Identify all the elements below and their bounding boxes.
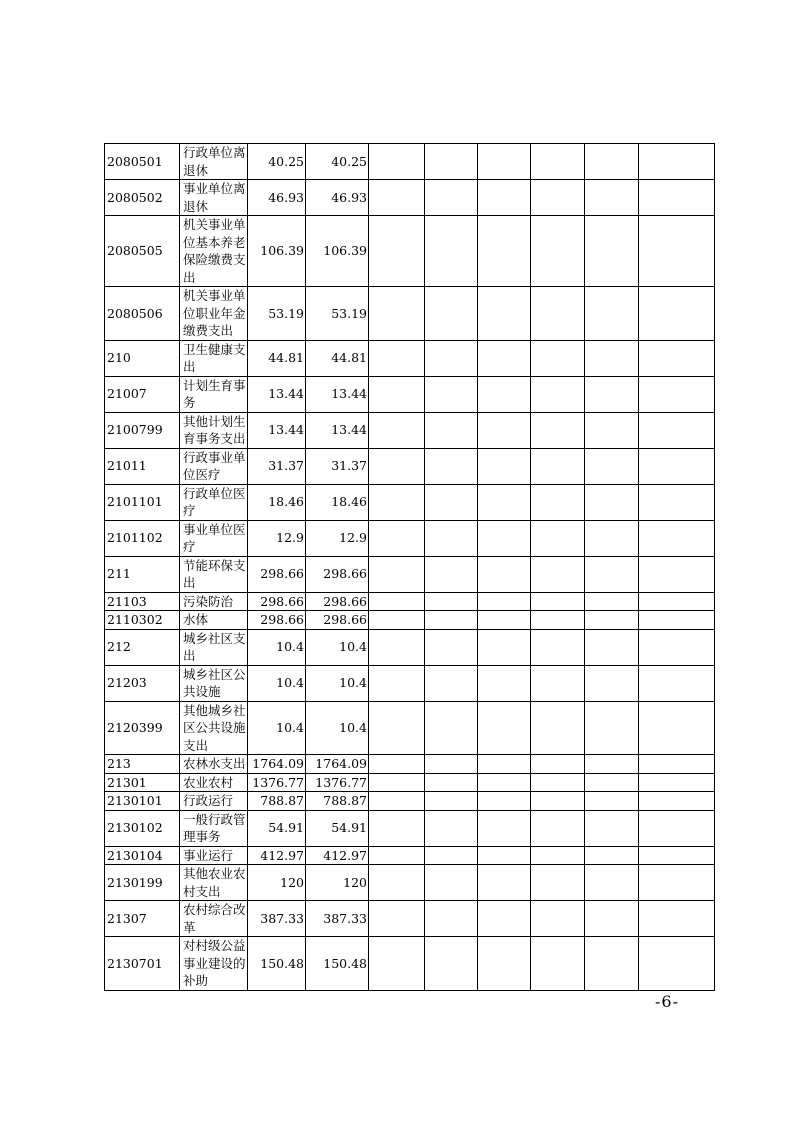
empty-cell	[478, 340, 531, 376]
name-cell: 事业单位医疗	[180, 520, 248, 556]
amount-cell: 10.4	[248, 665, 306, 701]
empty-cell	[531, 792, 585, 811]
code-cell: 210	[105, 340, 180, 376]
table-row	[105, 773, 715, 792]
empty-cell	[585, 340, 639, 376]
total-cell: 46.93	[306, 180, 369, 216]
table-row	[105, 287, 715, 341]
empty-cell	[585, 865, 639, 901]
empty-cell	[585, 180, 639, 216]
empty-cell	[639, 701, 715, 755]
name-cell: 行政事业单位医疗	[180, 448, 248, 484]
total-cell: 44.81	[306, 340, 369, 376]
empty-cell	[425, 792, 478, 811]
empty-cell	[478, 376, 531, 412]
empty-cell	[585, 412, 639, 448]
amount-cell: 10.4	[248, 701, 306, 755]
name-cell: 机关事业单位职业年金缴费支出	[180, 287, 248, 341]
empty-cell	[639, 144, 715, 180]
empty-cell	[585, 592, 639, 611]
empty-cell	[478, 792, 531, 811]
name-cell: 农业农村	[180, 773, 248, 792]
code-cell: 21301	[105, 773, 180, 792]
empty-cell	[425, 810, 478, 846]
empty-cell	[425, 556, 478, 592]
empty-cell	[369, 611, 425, 630]
empty-cell	[585, 773, 639, 792]
name-cell: 行政单位医疗	[180, 484, 248, 520]
code-cell: 212	[105, 629, 180, 665]
empty-cell	[425, 629, 478, 665]
empty-cell	[639, 592, 715, 611]
table-row	[105, 376, 715, 412]
empty-cell	[369, 340, 425, 376]
amount-cell: 412.97	[248, 846, 306, 865]
amount-cell: 120	[248, 865, 306, 901]
table-row	[105, 592, 715, 611]
table-row	[105, 755, 715, 774]
empty-cell	[369, 901, 425, 937]
empty-cell	[639, 287, 715, 341]
empty-cell	[639, 376, 715, 412]
empty-cell	[369, 448, 425, 484]
total-cell: 10.4	[306, 701, 369, 755]
total-cell: 31.37	[306, 448, 369, 484]
empty-cell	[531, 810, 585, 846]
empty-cell	[585, 665, 639, 701]
page-number: -6-	[655, 992, 679, 1011]
empty-cell	[369, 701, 425, 755]
total-cell: 298.66	[306, 611, 369, 630]
code-cell: 2080505	[105, 216, 180, 287]
empty-cell	[369, 556, 425, 592]
empty-cell	[531, 287, 585, 341]
empty-cell	[639, 810, 715, 846]
code-cell: 2100799	[105, 412, 180, 448]
empty-cell	[531, 665, 585, 701]
empty-cell	[478, 773, 531, 792]
empty-cell	[425, 144, 478, 180]
empty-cell	[585, 846, 639, 865]
empty-cell	[478, 180, 531, 216]
table-row	[105, 484, 715, 520]
code-cell: 2130701	[105, 937, 180, 991]
empty-cell	[585, 611, 639, 630]
empty-cell	[639, 629, 715, 665]
empty-cell	[478, 287, 531, 341]
empty-cell	[585, 701, 639, 755]
empty-cell	[478, 665, 531, 701]
empty-cell	[531, 484, 585, 520]
empty-cell	[369, 484, 425, 520]
name-cell: 水体	[180, 611, 248, 630]
total-cell: 18.46	[306, 484, 369, 520]
empty-cell	[369, 592, 425, 611]
empty-cell	[425, 755, 478, 774]
empty-cell	[478, 448, 531, 484]
code-cell: 2110302	[105, 611, 180, 630]
name-cell: 节能环保支出	[180, 556, 248, 592]
name-cell: 卫生健康支出	[180, 340, 248, 376]
total-cell: 10.4	[306, 629, 369, 665]
empty-cell	[425, 216, 478, 287]
empty-cell	[478, 901, 531, 937]
code-cell: 2080501	[105, 144, 180, 180]
empty-cell	[585, 520, 639, 556]
empty-cell	[478, 846, 531, 865]
code-cell: 213	[105, 755, 180, 774]
empty-cell	[585, 556, 639, 592]
empty-cell	[478, 216, 531, 287]
code-cell: 2130104	[105, 846, 180, 865]
empty-cell	[425, 448, 478, 484]
code-cell: 2130101	[105, 792, 180, 811]
empty-cell	[369, 846, 425, 865]
empty-cell	[639, 792, 715, 811]
empty-cell	[639, 180, 715, 216]
name-cell: 对村级公益事业建设的补助	[180, 937, 248, 991]
empty-cell	[531, 412, 585, 448]
empty-cell	[369, 865, 425, 901]
empty-cell	[585, 810, 639, 846]
name-cell: 城乡社区公共设施	[180, 665, 248, 701]
empty-cell	[478, 484, 531, 520]
total-cell: 150.48	[306, 937, 369, 991]
code-cell: 21007	[105, 376, 180, 412]
amount-cell: 13.44	[248, 412, 306, 448]
empty-cell	[639, 448, 715, 484]
empty-cell	[585, 484, 639, 520]
empty-cell	[531, 701, 585, 755]
name-cell: 农村综合改革	[180, 901, 248, 937]
amount-cell: 106.39	[248, 216, 306, 287]
amount-cell: 31.37	[248, 448, 306, 484]
empty-cell	[531, 520, 585, 556]
name-cell: 机关事业单位基本养老保险缴费支出	[180, 216, 248, 287]
table-row	[105, 340, 715, 376]
empty-cell	[585, 287, 639, 341]
empty-cell	[585, 216, 639, 287]
table-row	[105, 937, 715, 991]
total-cell: 120	[306, 865, 369, 901]
empty-cell	[639, 611, 715, 630]
code-cell: 2080502	[105, 180, 180, 216]
total-cell: 298.66	[306, 556, 369, 592]
amount-cell: 788.87	[248, 792, 306, 811]
total-cell: 1764.09	[306, 755, 369, 774]
empty-cell	[639, 340, 715, 376]
empty-cell	[478, 556, 531, 592]
empty-cell	[531, 755, 585, 774]
name-cell: 事业运行	[180, 846, 248, 865]
total-cell: 40.25	[306, 144, 369, 180]
empty-cell	[425, 376, 478, 412]
code-cell: 2080506	[105, 287, 180, 341]
empty-cell	[639, 865, 715, 901]
table-body	[105, 144, 715, 991]
empty-cell	[531, 901, 585, 937]
empty-cell	[425, 412, 478, 448]
empty-cell	[585, 792, 639, 811]
name-cell: 污染防治	[180, 592, 248, 611]
empty-cell	[425, 287, 478, 341]
total-cell: 788.87	[306, 792, 369, 811]
empty-cell	[639, 412, 715, 448]
empty-cell	[425, 665, 478, 701]
amount-cell: 1764.09	[248, 755, 306, 774]
name-cell: 农林水支出	[180, 755, 248, 774]
empty-cell	[478, 810, 531, 846]
empty-cell	[478, 412, 531, 448]
empty-cell	[478, 592, 531, 611]
code-cell: 21103	[105, 592, 180, 611]
table-row	[105, 144, 715, 180]
total-cell: 13.44	[306, 376, 369, 412]
empty-cell	[531, 216, 585, 287]
name-cell: 城乡社区支出	[180, 629, 248, 665]
empty-cell	[369, 755, 425, 774]
empty-cell	[531, 865, 585, 901]
empty-cell	[478, 701, 531, 755]
empty-cell	[585, 376, 639, 412]
amount-cell: 10.4	[248, 629, 306, 665]
name-cell: 其他城乡社区公共设施支出	[180, 701, 248, 755]
empty-cell	[369, 773, 425, 792]
name-cell: 行政单位离退休	[180, 144, 248, 180]
table-row	[105, 180, 715, 216]
table-row	[105, 701, 715, 755]
empty-cell	[425, 611, 478, 630]
empty-cell	[478, 611, 531, 630]
name-cell: 其他农业农村支出	[180, 865, 248, 901]
empty-cell	[369, 287, 425, 341]
empty-cell	[531, 773, 585, 792]
empty-cell	[369, 376, 425, 412]
amount-cell: 387.33	[248, 901, 306, 937]
empty-cell	[425, 592, 478, 611]
empty-cell	[585, 629, 639, 665]
empty-cell	[639, 216, 715, 287]
empty-cell	[585, 448, 639, 484]
empty-cell	[425, 520, 478, 556]
empty-cell	[531, 592, 585, 611]
table-row	[105, 810, 715, 846]
empty-cell	[478, 629, 531, 665]
empty-cell	[478, 144, 531, 180]
total-cell: 298.66	[306, 592, 369, 611]
empty-cell	[425, 865, 478, 901]
table-row	[105, 448, 715, 484]
amount-cell: 298.66	[248, 556, 306, 592]
empty-cell	[639, 937, 715, 991]
code-cell: 21307	[105, 901, 180, 937]
empty-cell	[478, 755, 531, 774]
empty-cell	[425, 773, 478, 792]
name-cell: 事业单位离退休	[180, 180, 248, 216]
total-cell: 53.19	[306, 287, 369, 341]
empty-cell	[639, 773, 715, 792]
table-row	[105, 865, 715, 901]
empty-cell	[639, 755, 715, 774]
table-row	[105, 412, 715, 448]
empty-cell	[369, 412, 425, 448]
empty-cell	[639, 665, 715, 701]
empty-cell	[369, 520, 425, 556]
empty-cell	[531, 629, 585, 665]
table-row	[105, 792, 715, 811]
empty-cell	[369, 144, 425, 180]
code-cell: 2120399	[105, 701, 180, 755]
budget-table	[104, 143, 715, 991]
table-row	[105, 665, 715, 701]
name-cell: 其他计划生育事务支出	[180, 412, 248, 448]
name-cell: 行政运行	[180, 792, 248, 811]
total-cell: 54.91	[306, 810, 369, 846]
empty-cell	[531, 144, 585, 180]
table-row	[105, 556, 715, 592]
name-cell: 一般行政管理事务	[180, 810, 248, 846]
amount-cell: 1376.77	[248, 773, 306, 792]
total-cell: 106.39	[306, 216, 369, 287]
table-row	[105, 901, 715, 937]
amount-cell: 53.19	[248, 287, 306, 341]
code-cell: 21203	[105, 665, 180, 701]
code-cell: 2130102	[105, 810, 180, 846]
empty-cell	[639, 846, 715, 865]
empty-cell	[478, 520, 531, 556]
amount-cell: 13.44	[248, 376, 306, 412]
code-cell: 21011	[105, 448, 180, 484]
total-cell: 12.9	[306, 520, 369, 556]
code-cell: 2101102	[105, 520, 180, 556]
amount-cell: 46.93	[248, 180, 306, 216]
empty-cell	[531, 340, 585, 376]
table-row	[105, 629, 715, 665]
empty-cell	[369, 937, 425, 991]
empty-cell	[425, 846, 478, 865]
amount-cell: 150.48	[248, 937, 306, 991]
empty-cell	[425, 937, 478, 991]
empty-cell	[369, 810, 425, 846]
table-row	[105, 846, 715, 865]
table-row	[105, 611, 715, 630]
table-row	[105, 216, 715, 287]
empty-cell	[478, 865, 531, 901]
amount-cell: 40.25	[248, 144, 306, 180]
empty-cell	[585, 901, 639, 937]
empty-cell	[639, 901, 715, 937]
total-cell: 13.44	[306, 412, 369, 448]
empty-cell	[639, 556, 715, 592]
empty-cell	[531, 376, 585, 412]
empty-cell	[531, 846, 585, 865]
empty-cell	[425, 701, 478, 755]
empty-cell	[369, 216, 425, 287]
amount-cell: 18.46	[248, 484, 306, 520]
empty-cell	[531, 611, 585, 630]
amount-cell: 54.91	[248, 810, 306, 846]
empty-cell	[369, 180, 425, 216]
amount-cell: 12.9	[248, 520, 306, 556]
amount-cell: 298.66	[248, 611, 306, 630]
empty-cell	[478, 937, 531, 991]
total-cell: 10.4	[306, 665, 369, 701]
empty-cell	[585, 937, 639, 991]
empty-cell	[531, 180, 585, 216]
empty-cell	[531, 448, 585, 484]
empty-cell	[425, 340, 478, 376]
table-row	[105, 520, 715, 556]
empty-cell	[531, 556, 585, 592]
empty-cell	[585, 144, 639, 180]
code-cell: 2130199	[105, 865, 180, 901]
code-cell: 211	[105, 556, 180, 592]
empty-cell	[425, 180, 478, 216]
empty-cell	[531, 937, 585, 991]
empty-cell	[425, 901, 478, 937]
empty-cell	[369, 629, 425, 665]
total-cell: 412.97	[306, 846, 369, 865]
empty-cell	[369, 665, 425, 701]
name-cell: 计划生育事务	[180, 376, 248, 412]
amount-cell: 44.81	[248, 340, 306, 376]
amount-cell: 298.66	[248, 592, 306, 611]
empty-cell	[585, 755, 639, 774]
empty-cell	[369, 792, 425, 811]
empty-cell	[639, 484, 715, 520]
empty-cell	[639, 520, 715, 556]
empty-cell	[425, 484, 478, 520]
total-cell: 387.33	[306, 901, 369, 937]
code-cell: 2101101	[105, 484, 180, 520]
total-cell: 1376.77	[306, 773, 369, 792]
